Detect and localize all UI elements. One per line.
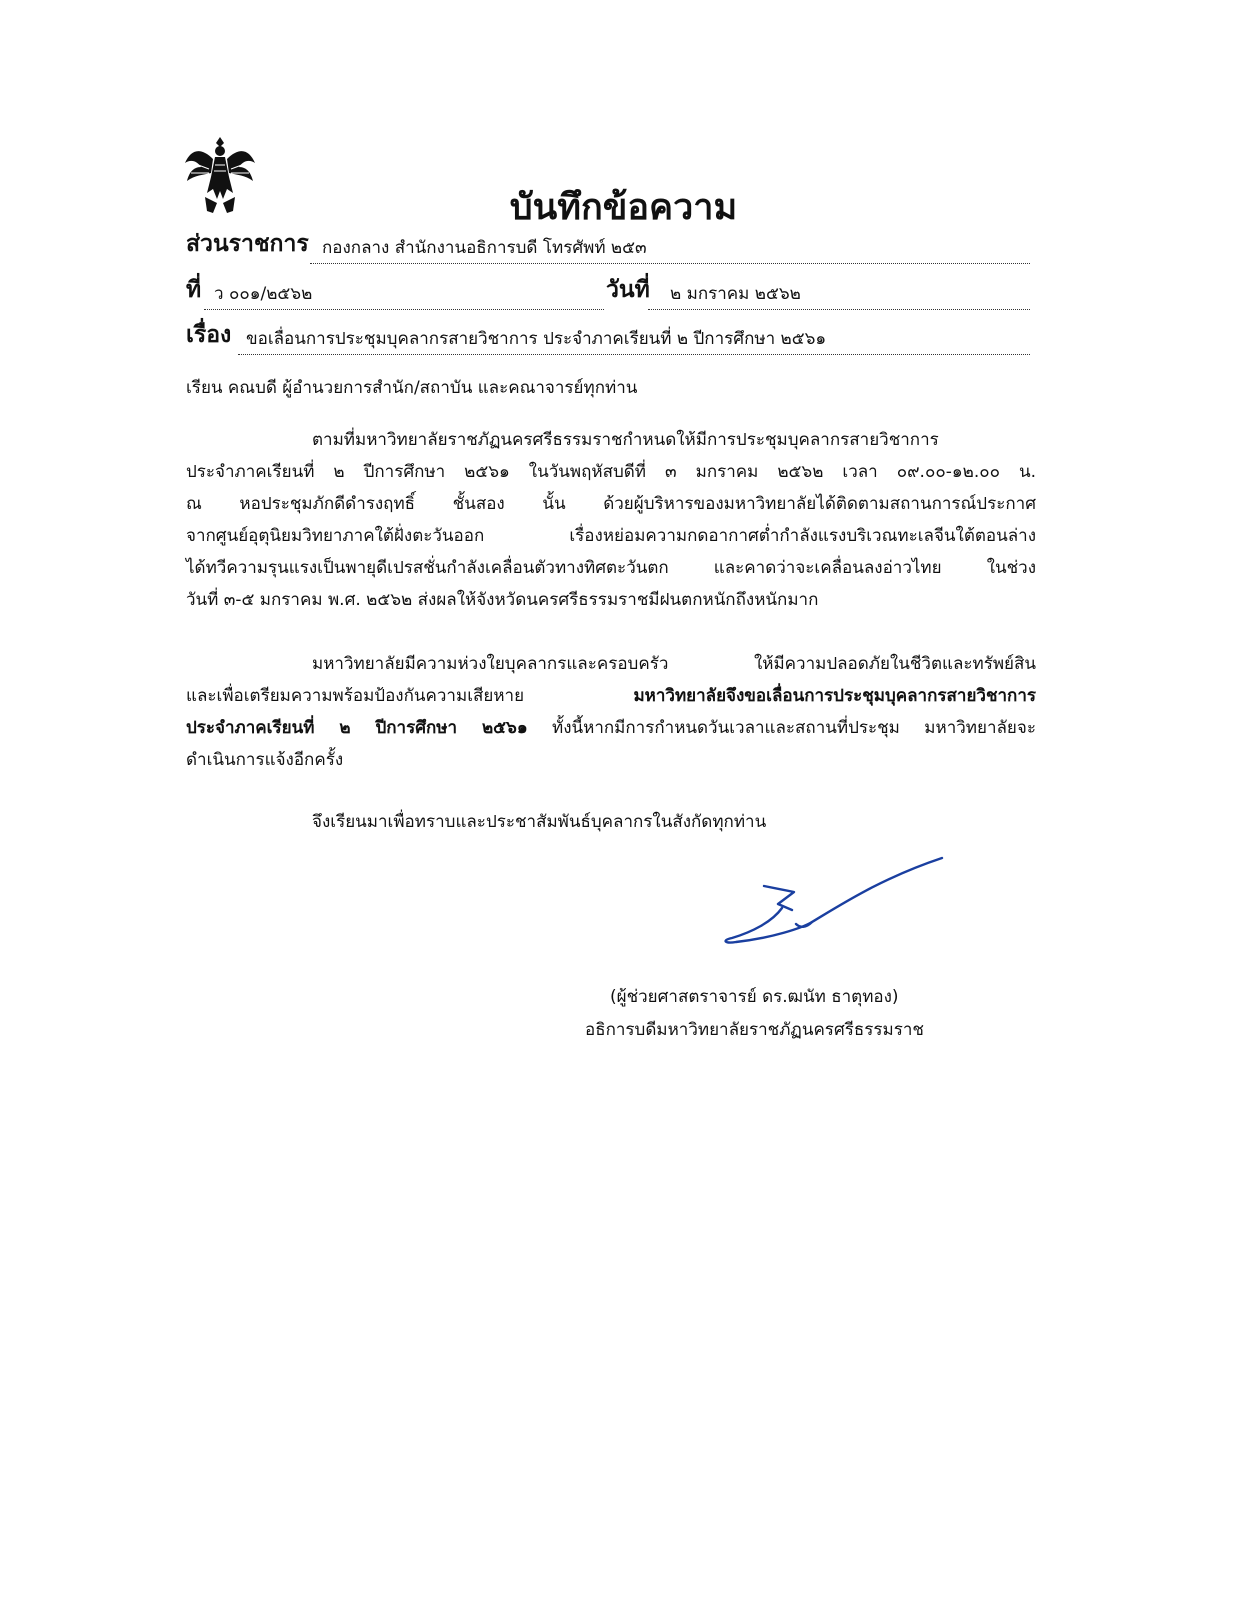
signatory-name: (ผู้ช่วยศาสตราจารย์ ดร.ฒนัท ธาตุทอง) — [610, 987, 899, 1007]
body-paragraph-1 — [186, 424, 1036, 616]
department-label: ส่วนราชการ — [186, 231, 309, 257]
number-date-field — [186, 277, 1030, 314]
paragraph-line: มหาวิทยาลัยมีความห่วงใยบุคลากรและครอบครัว ให้มีความปลอดภัยในชีวิตและทรัพย์สิน — [312, 654, 1036, 674]
memo-title: บันทึกข้อความ — [509, 187, 738, 228]
closing-sentence: จึงเรียนมาเพื่อทราบและประชาสัมพันธ์บุคลากรในสังกัดทุกท่าน — [312, 812, 767, 832]
department-field — [186, 231, 1030, 268]
subject-label: เรื่อง — [186, 322, 232, 348]
dotted-line — [648, 309, 1030, 310]
paragraph-line: ประจำภาคเรียนที่ ๒ ปีการศึกษา ๒๕๖๑ ในวันพฤหัสบดีที่ ๓ มกราคม ๒๕๖๒ เวลา ๐๙.๐๐-๑๒.๐๐ น. — [186, 462, 1036, 482]
paragraph-line: ดำเนินการแจ้งอีกครั้ง — [186, 750, 344, 770]
dotted-line — [204, 309, 604, 310]
paragraph-line: วันที่ ๓-๕ มกราคม พ.ศ. ๒๕๖๒ ส่งผลให้จังหวัดนครศรีธรรมราชมีฝนตกหนักถึงหนักมาก — [186, 590, 819, 610]
dotted-line — [310, 263, 1030, 264]
subject-value: ขอเลื่อนการประชุมบุคลากรสายวิชาการ ประจำภาคเรียนที่ ๒ ปีการศึกษา ๒๕๖๑ — [246, 329, 827, 349]
date-label: วันที่ — [606, 277, 650, 303]
paragraph-bold-text: ประจำภาคเรียนที่ ๒ ปีการศึกษา ๒๕๖๑ — [186, 718, 528, 738]
paragraph-line: ณ หอประชุมภักดีดำรงฤทธิ์ ชั้นสอง นั้น ด้วยผู้บริหารของมหาวิทยาลัยได้ติดตามสถานการณ์ประกาศ — [186, 494, 1036, 514]
signature — [712, 852, 952, 952]
paragraph-text: ทั้งนี้หากมีการกำหนดวันเวลาและสถานที่ประชุม มหาวิทยาลัยจะ — [527, 718, 1036, 738]
paragraph-line — [186, 680, 1036, 712]
salutation: เรียน คณบดี ผู้อำนวยการสำนัก/สถาบัน และคณาจารย์ทุกท่าน — [186, 378, 638, 398]
number-value: ว ๐๐๑/๒๕๖๒ — [214, 284, 313, 304]
dotted-line — [238, 354, 1030, 355]
paragraph-line: ตามที่มหาวิทยาลัยราชภัฏนครศรีธรรมราชกำหนดให้มีการประชุมบุคลากรสายวิชาการ — [312, 430, 939, 450]
department-value: กองกลาง สำนักงานอธิการบดี โทรศัพท์ ๒๕๓ — [322, 238, 647, 258]
body-paragraph-2 — [186, 648, 1036, 776]
paragraph-line — [186, 712, 1036, 744]
date-value: ๒ มกราคม ๒๕๖๒ — [670, 284, 801, 304]
paragraph-line: จากศูนย์อุตุนิยมวิทยาภาคใต้ฝั่งตะวันออก เรื่องหย่อมความกดอากาศต่ำกำลังแรงบริเวณทะเลจีนใต้ตอนล่าง — [186, 526, 1036, 546]
subject-field — [186, 322, 1030, 359]
paragraph-bold-text: มหาวิทยาลัยจึงขอเลื่อนการประชุมบุคลากรสายวิชาการ — [633, 686, 1036, 706]
signatory-position: อธิการบดีมหาวิทยาลัยราชภัฏนครศรีธรรมราช — [585, 1020, 924, 1040]
paragraph-text: และเพื่อเตรียมความพร้อมป้องกันความเสียหาย — [186, 686, 634, 706]
number-label: ที่ — [186, 277, 202, 303]
paragraph-line: ได้ทวีความรุนแรงเป็นพายุดีเปรสชั่นกำลังเคลื่อนตัวทางทิศตะวันตก และคาดว่าจะเคลื่อนลงอ่าวไทย ในช่วง — [186, 558, 1036, 578]
